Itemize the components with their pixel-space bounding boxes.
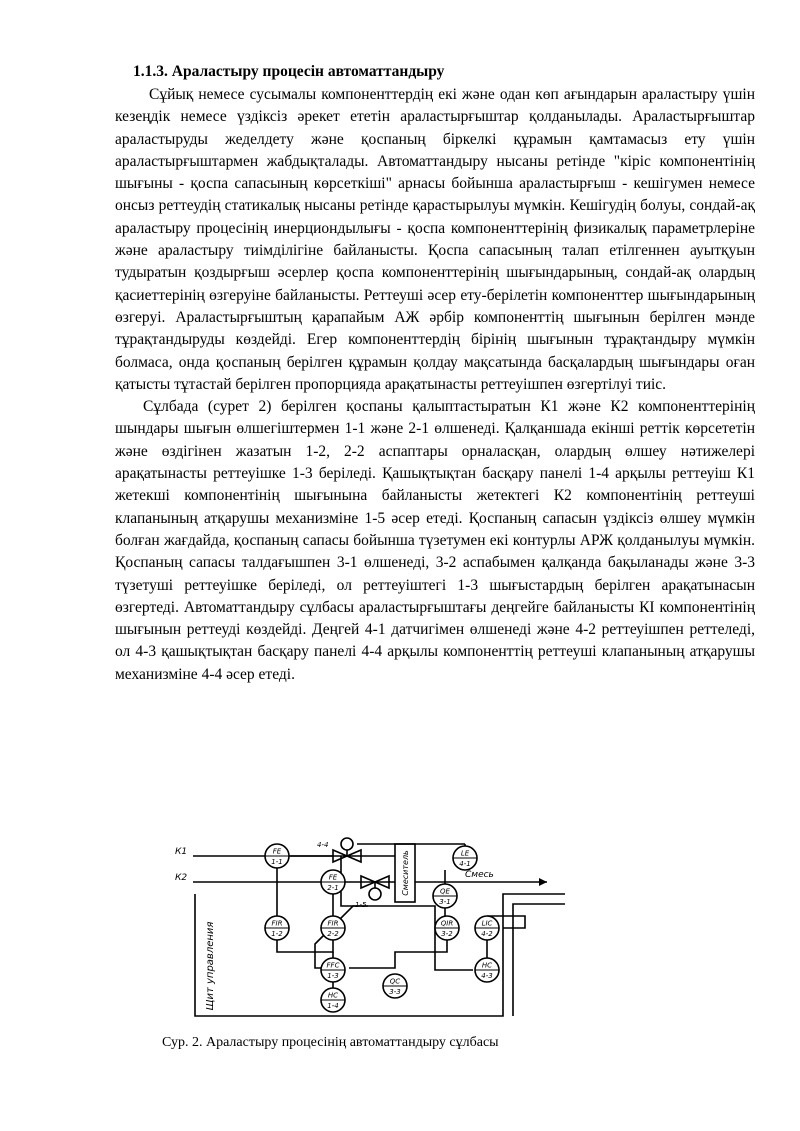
- instrument-1-1: [265, 844, 289, 868]
- instrument-number: 4-2: [481, 930, 493, 938]
- document-page: [115, 62, 755, 686]
- instrument-code: LIC: [481, 919, 493, 928]
- instrument-code: HC: [327, 991, 339, 1000]
- instrument-number: 4-3: [481, 972, 493, 980]
- instrument-2-2: [321, 916, 345, 940]
- instrument-code: QC: [389, 977, 401, 986]
- section-heading: 1.1.3. Араластыру процесін автоматтандыру: [133, 63, 445, 80]
- instrument-number: 4-1: [459, 860, 471, 868]
- instrument-code: FIR: [327, 919, 339, 928]
- paragraph-2: Сұлбада (сурет 2) берілген қоспаны қалыптастыратын К1 және К2 компоненттерінің шындары шығын өлшегіштермен 1-1 және 2-1 өлшенеді. Қалқаншада екінші реттік көрсететін және өздігінен жазатын 1-2, 2-2 аспаптары орналасқан, олардың өлшеу нәтижелері арақатынасты реттеуішке 1-3 беріледі. Қашықтықтан басқару панелі 1-4 арқылы реттеуіш К1 жетекші компонентінің шығынына байланысты жетектегі К2 компонентінің реттеуші клапанының атқарушы механизміне 1-5 әсер етеді. Қоспаның сапасын үздіксіз өлшеу мүмкін болған жағдайда, қоспаның сапасы бойынша түзетумен екі контурлы АРЖ қолданылуы мүмкін. Қоспаның сапасы талдағышпен 3-1 өлшенеді, 3-2 аспабымен қалқанда бақыланады және 3-3 түзетуші реттеуішке беріледі, ол реттеуіштегі 1-3 шығыстардың берілген арақатынасын өзгертеді. Автоматтандыру сұлбасы араластырғыштағы деңгейге байланысты КІ компонентінің шығынын реттеуді көздейді. Деңгей 4-1 датчигімен өлшенеді және 4-2 реттеуішпен реттеледі, ол 4-3 қашықтықтан басқару панелі 4-4 арқылы компоненттің реттеуші клапанының атқарушы механизміне 4-4 әсер етеді.: [115, 398, 755, 683]
- instrument-number: 3-2: [441, 930, 453, 938]
- instrument-number: 2-1: [327, 884, 339, 892]
- instrument-number: 1-1: [271, 858, 283, 866]
- instrument-1-2: [265, 916, 289, 940]
- panel-boundary-2: [513, 904, 565, 1016]
- output-label: Смесь: [465, 870, 494, 880]
- instrument-code: QE: [440, 887, 450, 896]
- instrument-3-2: [435, 916, 459, 940]
- instrument-4-3: [475, 958, 499, 982]
- instrument-code: FIR: [271, 919, 283, 928]
- instrument-number: 1-4: [327, 1002, 339, 1010]
- instrument-number: 3-1: [439, 898, 451, 906]
- panel-boundary: [195, 894, 565, 1016]
- panel-label: Щит управления: [205, 921, 216, 1011]
- automation-diagram: [165, 836, 565, 1026]
- svg-text:4-4: 4-4: [317, 841, 329, 849]
- instrument-code: FFC: [326, 961, 340, 970]
- instrument-number: 3-3: [389, 988, 401, 996]
- instrument-2-1: [321, 870, 345, 894]
- instrument-code: FE: [272, 847, 282, 856]
- instrument-number: 1-3: [327, 972, 339, 980]
- instrument-code: LE: [460, 849, 470, 858]
- svg-text:1-5: 1-5: [355, 901, 367, 909]
- instrument-code: HC: [481, 961, 493, 970]
- instrument-3-3: [383, 974, 407, 998]
- valve-actuator-1: [341, 838, 353, 850]
- mixer-label: Смеситель: [401, 850, 410, 896]
- instrument-4-2: [475, 916, 499, 940]
- instrument-number: 1-2: [271, 930, 283, 938]
- output-arrow-icon: [539, 878, 547, 886]
- instrument-code: FE: [328, 873, 338, 882]
- instrument-1-4: [321, 988, 345, 1012]
- k2-label: К2: [175, 873, 188, 883]
- valve-actuator-2: [369, 888, 381, 900]
- instrument-number: 2-2: [327, 930, 339, 938]
- instrument-4-1: [453, 846, 477, 870]
- instrument-3-1: [433, 884, 457, 908]
- paragraph-1: Сұйық немесе сусымалы компоненттердің екі және одан көп ағындарын араластыру үшін кезеңдік немесе үздіксіз әрекет ететін араластырғыштар қолданылады. Араластырғыштар араластыруды жеделдету және қоспаның біркелкі құрамын қамтамасыз ету үшін араластырғыштармен жабдықталады. Автоматтандыру нысаны ретінде "кіріс компонентінің шығыны - қоспа сапасының көрсеткіші" арнасы бойынша араластырғыш - кешігумен немесе онсыз реттеудің статикалық нысаны ретінде қарастырылуы мүмкін. Кешігудің болуы, сондай-ақ араластыру процесінің инерциондылығы - қоспа компоненттерінің физикалық параметрлеріне және араластыру тиімділігіне байланысты. Қоспа сапасының талап етілгеннен ауытқуын тудыратын қоздырғыш әсерлер қоспа компоненттерінің шығындарының, сондай-ақ олардың қасиеттерінің өзгеруіне байланысты. Реттеуші әсер ету-берілетін компоненттер шығындарының өзгеруі. Араластырғыштың қарапайым АЖ әрбір компоненттің шығынын берілген мәнде тұрақтандыруды көздейді. Егер компоненттердің бірінің шығынын тұрақтандыру мүмкін болмаса, онда қоспаның берілген құрамын қолдау мақсатында басқалардың шығындары оған қатысты тұтастай берілген пропорцияда арақатынасты реттеуішпен өзгертілуі тиіс.: [115, 86, 755, 393]
- k1-label: К1: [175, 847, 188, 857]
- instrument-1-3: [321, 958, 345, 982]
- instrument-code: QIR: [440, 919, 454, 928]
- figure-caption: Сур. 2. Араластыру процесінің автоматтандыру сұлбасы: [162, 1035, 499, 1050]
